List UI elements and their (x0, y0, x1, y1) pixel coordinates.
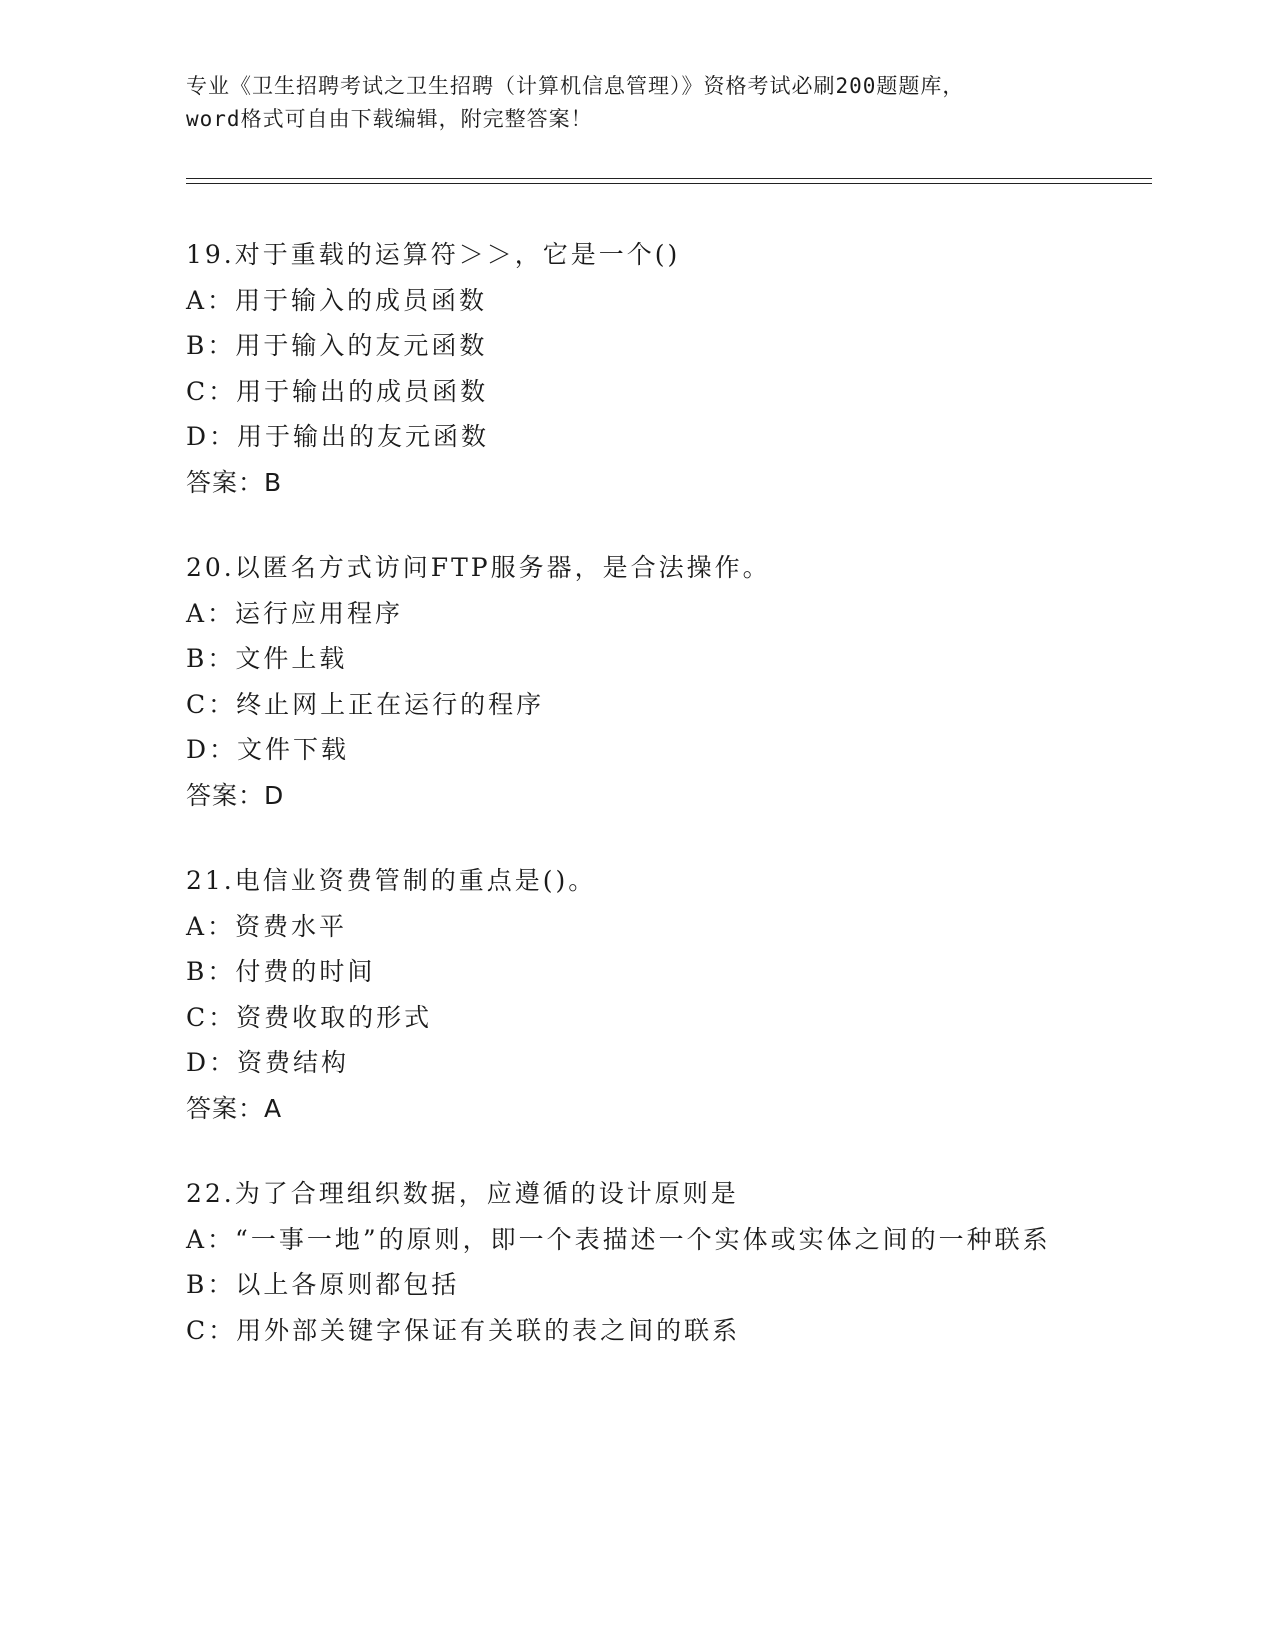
option-a: A：运行应用程序 (186, 598, 404, 628)
option-b: B：以上各原则都包括 (186, 1270, 460, 1299)
option-c: C：用于输出的成员函数 (186, 376, 489, 406)
header-line-1: 专业《卫生招聘考试之卫生招聘（计算机信息管理）》资格考试必刷200题题库， (186, 74, 965, 98)
question-stem: 21.电信业资费管制的重点是()。 (186, 866, 597, 895)
option-a: A：“一事一地”的原则，即一个表描述一个实体或实体之间的一种联系 (186, 1224, 1051, 1254)
header-divider-top (186, 178, 1152, 179)
header-line-2: word格式可自由下载编辑，附完整答案！ (186, 107, 593, 131)
answer-line: 答案：A (186, 1093, 283, 1123)
option-d: D：用于输出的友元函数 (186, 422, 490, 451)
header-divider-bottom (186, 183, 1152, 184)
answer-line: 答案：B (186, 467, 283, 497)
option-b: B：文件上载 (186, 644, 348, 673)
question-22 (186, 1171, 1086, 1353)
option-c: C：终止网上正在运行的程序 (186, 689, 545, 719)
question-stem: 20.以匿名方式访问FTP服务器，是合法操作。 (186, 553, 771, 582)
question-20 (186, 545, 1086, 818)
question-stem: 19.对于重载的运算符＞＞，它是一个() (186, 240, 681, 269)
option-a: A：资费水平 (186, 911, 348, 941)
question-stem: 22.为了合理组织数据，应遵循的设计原则是 (186, 1179, 739, 1208)
option-c: C：用外部关键字保证有关联的表之间的联系 (186, 1315, 741, 1345)
option-b: B：用于输入的友元函数 (186, 331, 488, 360)
answer-line: 答案：D (186, 780, 285, 810)
question-21 (186, 858, 1086, 1131)
option-b: B：付费的时间 (186, 957, 376, 986)
option-a: A：用于输入的成员函数 (186, 285, 488, 315)
option-d: D：文件下载 (186, 735, 350, 764)
question-19 (186, 232, 1086, 505)
option-d: D：资费结构 (186, 1048, 350, 1077)
option-c: C：资费收取的形式 (186, 1002, 433, 1032)
document-header (186, 70, 1086, 136)
question-list (186, 232, 1086, 1393)
